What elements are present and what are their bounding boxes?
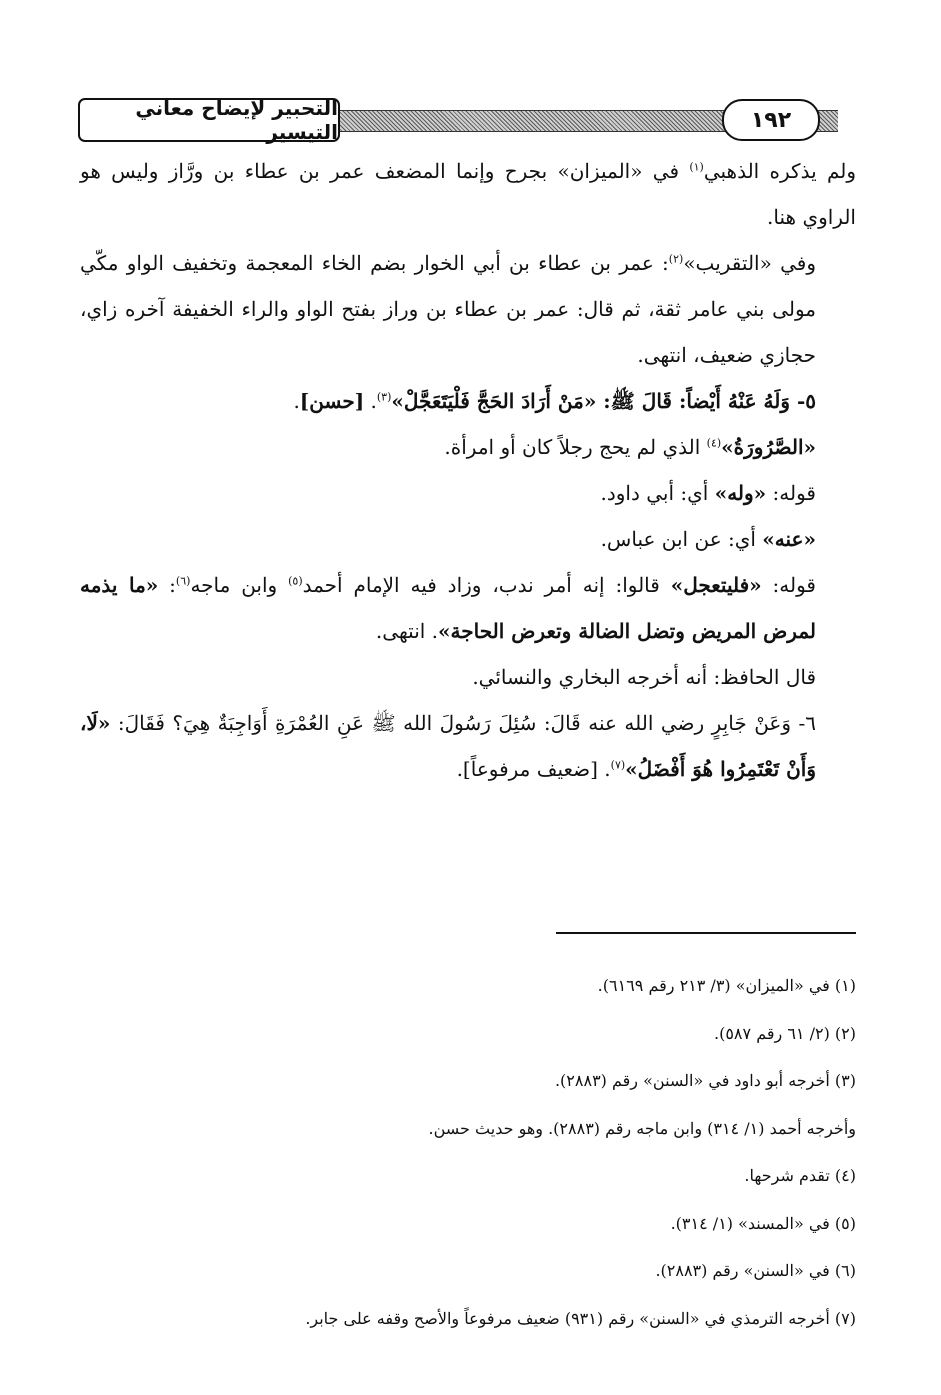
text: . <box>364 389 377 413</box>
text: . انتهى. <box>375 619 439 643</box>
footnote-separator <box>556 932 856 934</box>
footnote-5: (٥) في «المسند» (١/ ٣١٤). <box>670 1213 856 1233</box>
footnote-1: (١) في «الميزان» (٣/ ٢١٣ رقم ٦١٦٩). <box>597 976 856 995</box>
footnote-ref: (٥) <box>288 574 303 588</box>
paragraph-1 <box>80 148 856 240</box>
footnote-4: (٤) تقدم شرحها. <box>744 1166 856 1185</box>
text: الذي لم يحج رجلاً كان أو امرأة. <box>444 435 707 459</box>
text: قوله: <box>766 481 816 505</box>
paragraph-2 <box>80 240 856 378</box>
main-text <box>80 148 856 792</box>
term: «عنه» <box>762 527 816 551</box>
text: في «الميزان» بجرح وإنما المضعف عمر بن عطاء بن ورَّاز وليس هو الراوي هنا. <box>80 159 856 229</box>
footnote-3: (٣) أخرجه أبو داود في «السنن» رقم (٢٨٨٣). <box>554 1071 856 1090</box>
text: قالوا: إنه أمر ندب، وزاد فيه الإمام أحمد <box>302 573 671 597</box>
term: «فليتعجل» <box>670 573 762 597</box>
footnotes <box>80 962 856 1342</box>
footnote-2: (٢) (٢/ ٦١ رقم ٥٨٧). <box>714 1023 856 1043</box>
page-number: ١٩٢ <box>722 99 820 141</box>
paragraph-4 <box>80 424 856 470</box>
term: «الصَّرُورَةُ» <box>721 435 816 459</box>
book-title: التحبير لإيضاح معاني التيسير <box>78 98 340 142</box>
paragraph-5 <box>80 470 856 516</box>
footnote-ref: (٦) <box>175 574 191 588</box>
text: ولم يذكره الذهبي <box>703 159 857 183</box>
hadith-text: «لَا، وَأَنْ تَعْتَمِرُوا هُوَ أَفْضَلُ» <box>80 711 816 781</box>
footnote-3-continued: وأخرجه أحمد (١/ ٣١٤) وابن ماجه رقم (٢٨٨٣). وهو حديث حسن. <box>428 1118 856 1138</box>
hadith-6 <box>80 700 856 792</box>
footnote-ref: (٧) <box>610 758 626 772</box>
text: وفي «التقريب» <box>683 251 816 275</box>
footnote-ref: (٤) <box>706 436 722 450</box>
grading: [حسن] <box>299 389 365 413</box>
quoted-addition: «ما يذمه لمرض المريض وتضل الضالة وتعرض الحاجة» <box>80 573 816 643</box>
footnote-ref: (١) <box>689 160 704 174</box>
text: وابن ماجه <box>190 573 289 597</box>
text: أي: أبي داود. <box>600 481 715 505</box>
paragraph-8: قال الحافظ: أنه أخرجه البخاري والنسائي. <box>472 665 816 689</box>
footnote-ref: (٢) <box>668 252 684 266</box>
footnote-6: (٦) في «السنن» رقم (٢٨٨٣). <box>655 1261 856 1280</box>
text: : <box>158 573 176 597</box>
text: أي: عن ابن عباس. <box>600 527 763 551</box>
text: . <box>293 389 300 413</box>
paragraph-7 <box>80 562 856 654</box>
paragraph-6 <box>80 516 856 562</box>
page-header <box>78 98 838 142</box>
grading: . [ضعيف مرفوعاً]. <box>456 757 611 781</box>
hadith-intro: ٥- وَلَهُ عَنْهُ أَيْضاً: قَالَ ﷺ: <box>596 389 816 413</box>
footnote-ref: (٣) <box>376 390 392 404</box>
text: قوله: <box>761 573 816 597</box>
hadith-intro: ٦- وَعَنْ جَابِرٍ رضي الله عنه قَالَ: سُئِلَ رَسُولَ الله ﷺ عَنِ العُمْرَةِ أَوَاجِبَةٌ هِيَ؟ فَقَالَ: <box>110 711 816 735</box>
hadith-text: «مَنْ أَرَادَ الحَجَّ فَلْيَتَعَجَّلْ» <box>391 389 597 413</box>
text: : عمر بن عطاء بن أبي الخوار بضم الخاء المعجمة وتخفيف الواو مكّي مولى بني عامر ثقة، ثم قال: عمر بن عطاء بن وراز بفتح الواو والراء الخفيفة آخره زاي، حجازي ضعيف، انتهى. <box>80 251 816 367</box>
hadith-5 <box>80 378 856 424</box>
footnote-7: (٧) أخرجه الترمذي في «السنن» رقم (٩٣١) ضعيف مرفوعاً والأصح وقفه على جابر. <box>305 1308 856 1328</box>
term: «وله» <box>714 481 767 505</box>
